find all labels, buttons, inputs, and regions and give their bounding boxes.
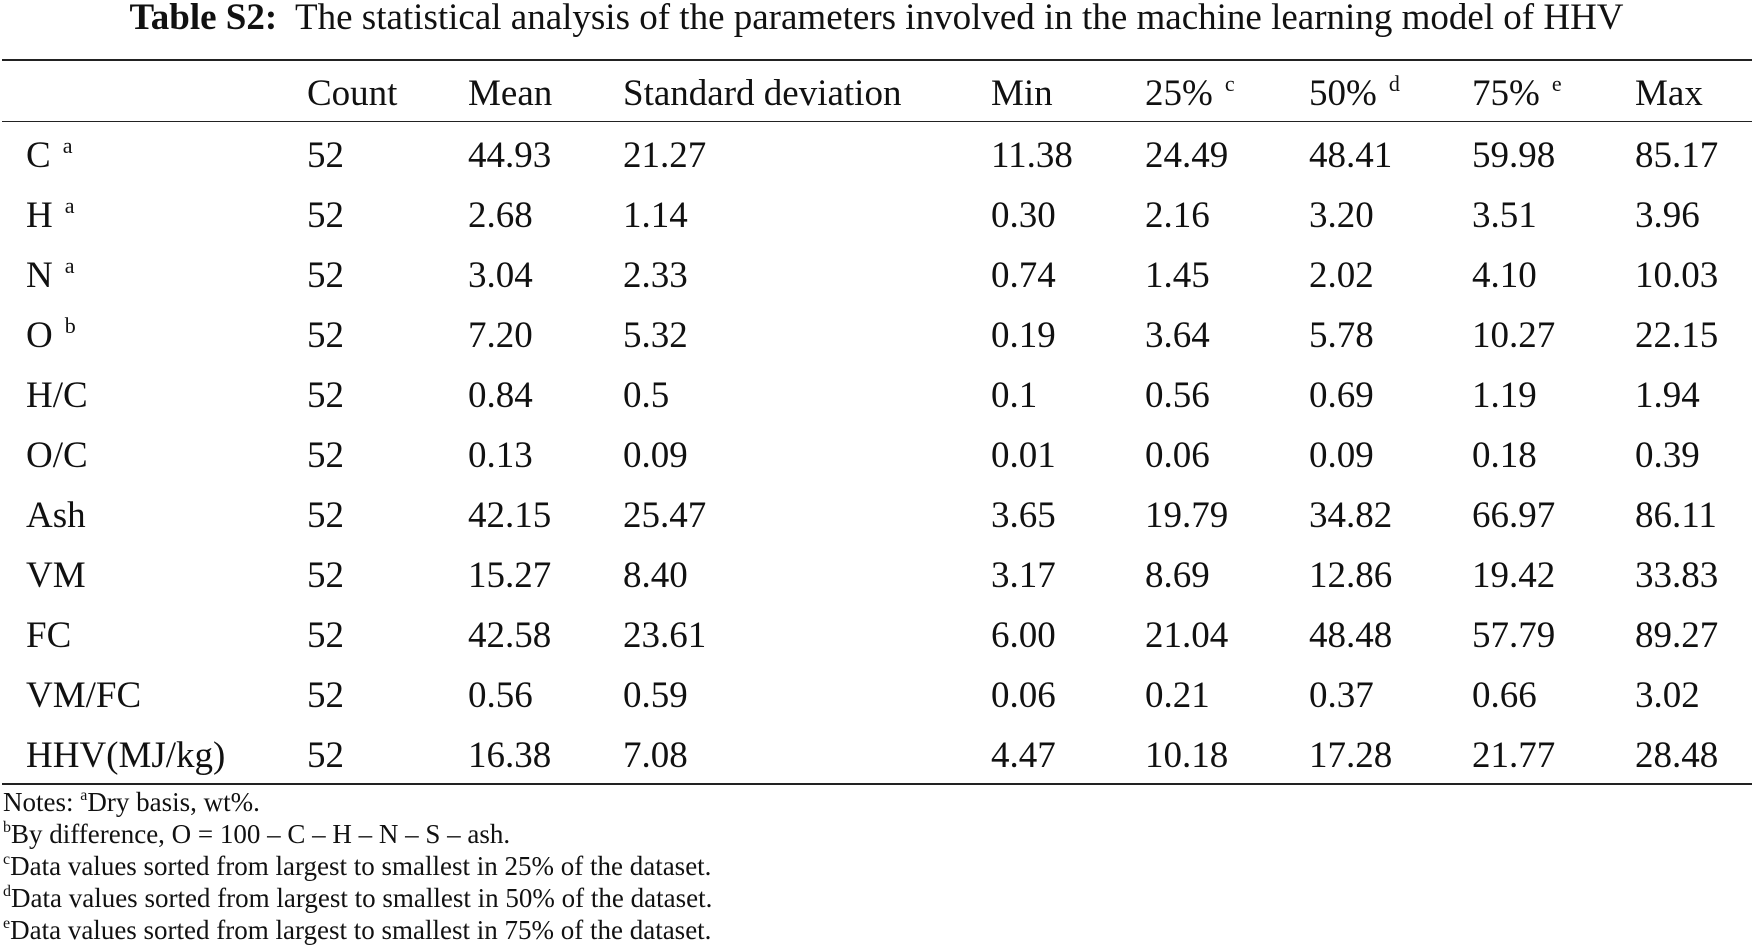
table-cell: 0.69 <box>1309 375 1374 416</box>
table-cell: 0.39 <box>1635 435 1700 476</box>
table-cell: 3.17 <box>991 555 1056 596</box>
table-cell: 0.30 <box>991 195 1056 236</box>
table-row <box>0 606 1753 666</box>
table-row <box>0 486 1753 546</box>
table-cell: 12.86 <box>1309 555 1393 596</box>
table-cell: 16.38 <box>468 735 552 776</box>
column-header <box>1145 70 1309 118</box>
table-row <box>0 306 1753 366</box>
table-cell: 0.21 <box>1145 675 1210 716</box>
table-cell: 10.27 <box>1472 315 1556 356</box>
table-caption <box>0 0 1753 40</box>
table-cell: 3.02 <box>1635 675 1700 716</box>
column-header <box>468 70 623 118</box>
footnote-marker: b <box>64 313 76 338</box>
row-label-text: O/C <box>26 435 88 476</box>
column-header-label: 25% <box>1145 73 1213 114</box>
table-cell: 6.00 <box>991 615 1056 656</box>
table-cell: 33.83 <box>1635 555 1719 596</box>
table-cell: 1.94 <box>1635 375 1700 416</box>
footnote-marker: a <box>64 193 75 218</box>
row-label <box>0 606 307 666</box>
note-text: Data values sorted from largest to smallest in 25% of the dataset. <box>10 851 712 881</box>
table-cell: 1.45 <box>1145 255 1210 296</box>
row-label <box>0 246 307 306</box>
table-cell: 0.09 <box>623 435 688 476</box>
table-cell: 0.09 <box>1309 435 1374 476</box>
footnote-marker: e <box>1551 71 1562 96</box>
table-cell: 89.27 <box>1635 615 1719 656</box>
footnote-marker: a <box>80 787 88 804</box>
column-header-label: Min <box>991 73 1053 114</box>
table-cell: 0.37 <box>1309 675 1374 716</box>
table-cell: 3.51 <box>1472 195 1537 236</box>
table-cell: 21.77 <box>1472 735 1556 776</box>
table-cell: 34.82 <box>1309 495 1393 536</box>
row-label-text: HHV(MJ/kg) <box>26 735 226 776</box>
table-cell: 2.33 <box>623 255 688 296</box>
table-cell: 0.74 <box>991 255 1056 296</box>
table-cell: 17.28 <box>1309 735 1393 776</box>
caption-text: The statistical analysis of the parameters involved in the machine learning model of HHV <box>295 0 1624 38</box>
table-cell: 0.56 <box>468 675 533 716</box>
footnote-marker: c <box>3 851 11 868</box>
table-cell: 19.79 <box>1145 495 1229 536</box>
table-row <box>0 726 1753 786</box>
table-cell: 59.98 <box>1472 135 1556 176</box>
table-cell: 0.19 <box>991 315 1056 356</box>
row-label-text: VM <box>26 555 86 596</box>
table-cell: 5.32 <box>623 315 688 356</box>
table-cell: 85.17 <box>1635 135 1719 176</box>
row-label-text: N <box>26 255 53 296</box>
table-cell: 52 <box>307 195 344 236</box>
column-header <box>991 70 1145 118</box>
table-cell: 24.49 <box>1145 135 1229 176</box>
table-row <box>0 186 1753 246</box>
note-text: Data values sorted from largest to smallest in 75% of the dataset. <box>10 915 712 945</box>
note-text: Data values sorted from largest to smallest in 50% of the dataset. <box>11 883 713 913</box>
table-cell: 52 <box>307 735 344 776</box>
table-cell: 52 <box>307 375 344 416</box>
note-line <box>3 818 712 850</box>
table-cell: 86.11 <box>1635 495 1717 536</box>
column-header-label: Mean <box>468 73 553 114</box>
table-cell: 3.20 <box>1309 195 1374 236</box>
footnote-marker: a <box>64 253 75 278</box>
table-cell: 0.84 <box>468 375 533 416</box>
table-cell: 25.47 <box>623 495 707 536</box>
table-cell: 66.97 <box>1472 495 1556 536</box>
note-prefix: Notes: <box>3 787 81 817</box>
row-label-text: C <box>26 135 51 176</box>
note-line <box>3 914 712 946</box>
row-label-text: O <box>26 315 53 356</box>
row-label-text: H <box>26 195 53 236</box>
table-cell: 0.18 <box>1472 435 1537 476</box>
table-cell: 3.04 <box>468 255 533 296</box>
table-cell: 15.27 <box>468 555 552 596</box>
table-cell: 42.58 <box>468 615 552 656</box>
row-label <box>0 546 307 606</box>
column-header-label: Max <box>1635 73 1703 114</box>
table-cell: 52 <box>307 555 344 596</box>
column-header-label: 50% <box>1309 73 1377 114</box>
table-cell: 0.06 <box>991 675 1056 716</box>
table-cell: 22.15 <box>1635 315 1719 356</box>
table-cell: 21.04 <box>1145 615 1229 656</box>
table-cell: 4.10 <box>1472 255 1537 296</box>
column-header-label: 75% <box>1472 73 1540 114</box>
table-cell: 0.06 <box>1145 435 1210 476</box>
row-label-text: Ash <box>26 495 86 536</box>
column-header <box>0 70 307 118</box>
table-cell: 23.61 <box>623 615 707 656</box>
table-cell: 0.13 <box>468 435 533 476</box>
row-label <box>0 118 307 186</box>
table-cell: 52 <box>307 135 344 176</box>
note-line <box>3 882 712 914</box>
column-header <box>623 70 991 118</box>
row-label <box>0 306 307 366</box>
column-header <box>1635 70 1753 118</box>
table-cell: 48.41 <box>1309 135 1393 176</box>
table-notes <box>3 786 712 946</box>
table-cell: 0.66 <box>1472 675 1537 716</box>
row-label-text: H/C <box>26 375 88 416</box>
note-text: Dry basis, wt%. <box>87 787 260 817</box>
table-body <box>0 118 1753 786</box>
table-row <box>0 246 1753 306</box>
table-row <box>0 118 1753 186</box>
table-row <box>0 546 1753 606</box>
table-cell: 52 <box>307 315 344 356</box>
table-cell: 2.68 <box>468 195 533 236</box>
table-cell: 0.1 <box>991 375 1038 416</box>
table-cell: 3.64 <box>1145 315 1210 356</box>
table-cell: 19.42 <box>1472 555 1556 596</box>
table-cell: 0.5 <box>623 375 670 416</box>
table-cell: 42.15 <box>468 495 552 536</box>
column-header <box>1472 70 1635 118</box>
table-row <box>0 426 1753 486</box>
row-label-text: FC <box>26 615 72 656</box>
table-cell: 3.96 <box>1635 195 1700 236</box>
footnote-marker: d <box>1388 71 1400 96</box>
footnote-marker: d <box>3 883 11 900</box>
footnote-marker: e <box>3 915 11 932</box>
table-cell: 7.20 <box>468 315 533 356</box>
table-cell: 52 <box>307 495 344 536</box>
table-cell: 2.16 <box>1145 195 1210 236</box>
table-cell: 3.65 <box>991 495 1056 536</box>
table-cell: 10.18 <box>1145 735 1229 776</box>
table-cell: 0.56 <box>1145 375 1210 416</box>
table-cell: 4.47 <box>991 735 1056 776</box>
table-cell: 8.40 <box>623 555 688 596</box>
table-cell: 0.01 <box>991 435 1056 476</box>
table-cell: 11.38 <box>991 135 1073 176</box>
statistics-table <box>0 70 1753 786</box>
table-cell: 2.02 <box>1309 255 1374 296</box>
table-cell: 10.03 <box>1635 255 1719 296</box>
table-cell: 28.48 <box>1635 735 1719 776</box>
column-header <box>1309 70 1472 118</box>
column-header-label: Standard deviation <box>623 73 902 114</box>
footnote-marker: b <box>3 819 11 836</box>
table-cell: 1.14 <box>623 195 688 236</box>
header-row <box>0 70 1753 118</box>
row-label <box>0 366 307 426</box>
table-cell: 52 <box>307 675 344 716</box>
footnote-marker: c <box>1224 71 1235 96</box>
table-cell: 8.69 <box>1145 555 1210 596</box>
row-label <box>0 486 307 546</box>
table-row <box>0 366 1753 426</box>
table-cell: 21.27 <box>623 135 707 176</box>
table-cell: 1.19 <box>1472 375 1537 416</box>
note-line <box>3 850 712 882</box>
footnote-marker: a <box>62 133 73 158</box>
row-label <box>0 666 307 726</box>
column-header <box>307 70 468 118</box>
table-cell: 48.48 <box>1309 615 1393 656</box>
table-cell: 57.79 <box>1472 615 1556 656</box>
row-label <box>0 186 307 246</box>
row-label-text: VM/FC <box>26 675 142 716</box>
table-cell: 5.78 <box>1309 315 1374 356</box>
table-cell: 52 <box>307 615 344 656</box>
column-header-label: Count <box>307 73 398 114</box>
note-text: By difference, O = 100 – C – H – N – S – ash. <box>11 819 511 849</box>
table-cell: 0.59 <box>623 675 688 716</box>
note-line <box>3 786 712 818</box>
row-label <box>0 726 307 786</box>
table-row <box>0 666 1753 726</box>
caption-label: Table S2: <box>129 0 278 38</box>
table-cell: 44.93 <box>468 135 552 176</box>
table-cell: 52 <box>307 255 344 296</box>
table-cell: 52 <box>307 435 344 476</box>
row-label <box>0 426 307 486</box>
top-rule <box>2 59 1752 61</box>
table-cell: 7.08 <box>623 735 688 776</box>
